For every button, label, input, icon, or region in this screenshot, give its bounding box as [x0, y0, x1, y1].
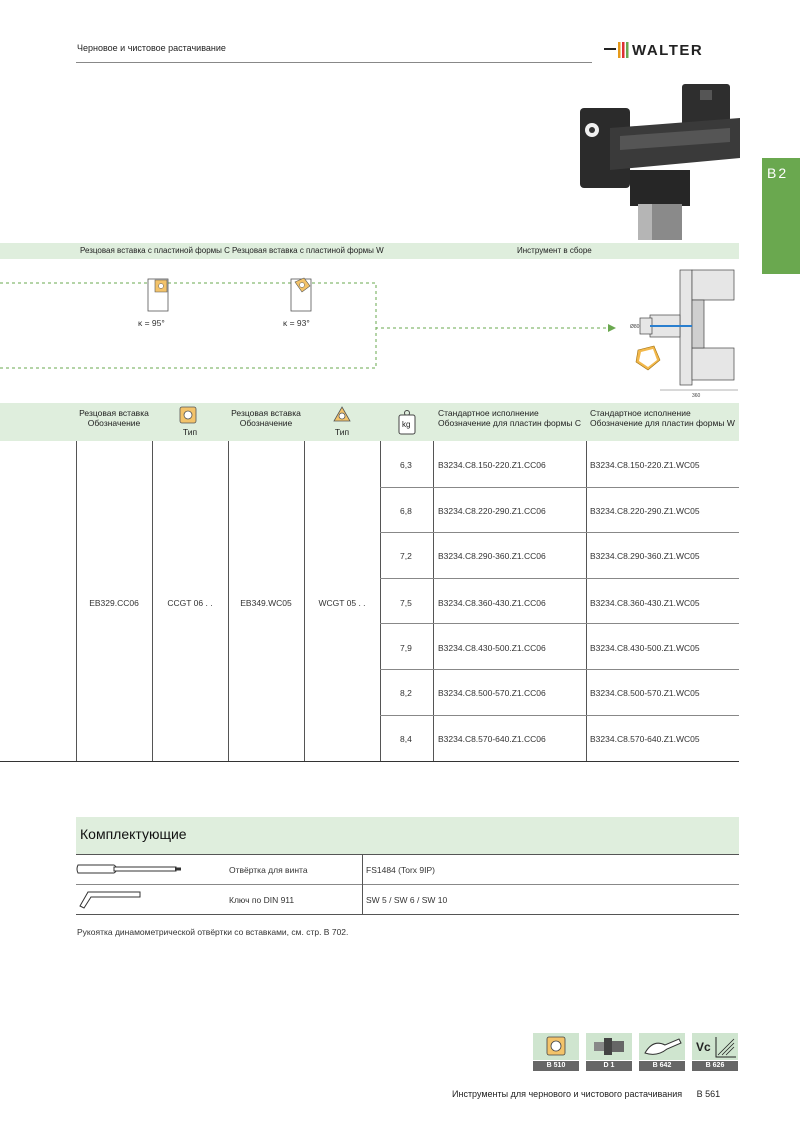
cell-code-w: B3234.C8.570-640.Z1.WC05: [590, 734, 700, 744]
cell-kg: 6,8: [400, 506, 412, 516]
cell-code-w: B3234.C8.290-360.Z1.WC05: [590, 551, 700, 561]
cell-code-c: B3234.C8.220-290.Z1.CC06: [438, 506, 546, 516]
insert-icon: [533, 1033, 579, 1060]
hand-tool-icon: [639, 1033, 685, 1060]
assembly-drawing: [640, 270, 738, 390]
th-type-w: Тип: [334, 427, 350, 437]
length-label: 360: [692, 393, 701, 399]
insert-c-icon: [148, 279, 168, 311]
ref-insert[interactable]: [533, 1033, 579, 1070]
cell-kg: 7,2: [400, 551, 412, 561]
accessory-name: Отвёртка для винта: [229, 865, 308, 875]
th-standard-c: Стандартное исполнение Обозначение для пластин формы C: [438, 408, 581, 428]
cell-code-w: B3234.C8.500-570.Z1.WC05: [590, 688, 700, 698]
insert-w-icon: [291, 278, 311, 311]
screwdriver-icon: [74, 857, 184, 881]
th-type-c: Тип: [182, 427, 198, 437]
header-assembly: Инструмент в сборе: [517, 246, 592, 255]
header-divider: [76, 62, 592, 63]
th-standard-w: Стандартное исполнение Обозначение для пластин формы W: [590, 408, 735, 428]
insert-w-type-icon: [333, 406, 351, 424]
ref-hand-tool[interactable]: [639, 1033, 685, 1070]
kappa-w: κ = 93°: [283, 318, 310, 328]
accessory-name: Ключ по DIN 911: [229, 895, 295, 905]
ref-label: B 642: [639, 1061, 685, 1071]
page-footer: [452, 1089, 720, 1099]
cell-kg: 7,5: [400, 598, 412, 608]
footer-text: Инструменты для чернового и чистового растачивания: [452, 1089, 683, 1099]
th-insert-w: Резцовая вставка Обозначение: [231, 408, 301, 428]
cell-code-c: B3234.C8.430-500.Z1.CC06: [438, 643, 546, 653]
ref-label: B 510: [533, 1061, 579, 1071]
cell-insert-c: EB329.CC06: [89, 598, 139, 608]
cell-insert-w: EB349.WC05: [240, 598, 292, 608]
svg-text:WALTER: WALTER: [632, 42, 704, 59]
header-insert-c: Резцовая вставка с пластиной формы C: [80, 246, 230, 255]
section-tab-label: B2: [767, 165, 789, 181]
cell-code-w: B3234.C8.430-500.Z1.WC05: [590, 643, 700, 653]
cell-type-w: WCGT 05 . .: [318, 598, 366, 608]
cell-code-c: B3234.C8.500-570.Z1.CC06: [438, 688, 546, 698]
cell-kg: 8,2: [400, 688, 412, 698]
cell-kg: 8,4: [400, 734, 412, 744]
accessories-note: Рукоятка динамометрической отвёртки со вставками, см. стр. B 702.: [77, 927, 349, 937]
cell-kg: 6,3: [400, 460, 412, 470]
capto-badge-icon: [636, 346, 660, 370]
ref-label: B 626: [692, 1061, 738, 1071]
cell-code-c: B3234.C8.570-640.Z1.CC06: [438, 734, 546, 744]
top-header-bar: [0, 243, 739, 259]
ref-adaptor[interactable]: [586, 1033, 632, 1070]
th-insert-c: Резцовая вставка Обозначение: [79, 408, 149, 428]
assembly-diagram: [0, 260, 760, 400]
product-table: [0, 403, 739, 762]
page-header-title: Черновое и чистовое растачивание: [77, 43, 226, 53]
accessory-value: SW 5 / SW 6 / SW 10: [366, 895, 448, 905]
insert-c-type-icon: [179, 406, 197, 424]
cell-code-w: B3234.C8.150-220.Z1.WC05: [590, 460, 700, 470]
cell-kg: 7,9: [400, 643, 412, 653]
cell-code-w: B3234.C8.220-290.Z1.WC05: [590, 506, 700, 516]
svg-text:Vc: Vc: [696, 1040, 711, 1054]
cutting-data-icon: [692, 1033, 738, 1060]
accessory-value: FS1484 (Torx 9IP): [366, 865, 435, 875]
ref-cutting-data[interactable]: [692, 1033, 738, 1070]
cell-code-w: B3234.C8.360-430.Z1.WC05: [590, 598, 700, 608]
cell-type-c: CCGT 06 . .: [167, 598, 213, 608]
ref-label: D 1: [586, 1061, 632, 1071]
hex-key-icon: [74, 884, 144, 910]
section-tab[interactable]: [762, 158, 800, 274]
accessories-title: Комплектующие: [80, 826, 187, 842]
walter-logo: [602, 38, 742, 60]
cell-code-c: B3234.C8.360-430.Z1.CC06: [438, 598, 546, 608]
kappa-c: κ = 95°: [138, 318, 165, 328]
cell-code-c: B3234.C8.290-360.Z1.CC06: [438, 551, 546, 561]
header-insert-w: Резцовая вставка с пластиной формы W: [232, 246, 384, 255]
product-photo: [570, 78, 750, 250]
diameter-label: Ø80: [630, 324, 640, 330]
page-number: B 561: [696, 1089, 721, 1099]
adaptor-icon: [586, 1033, 632, 1060]
th-kg: kg: [402, 420, 411, 429]
cell-code-c: B3234.C8.150-220.Z1.CC06: [438, 460, 546, 470]
